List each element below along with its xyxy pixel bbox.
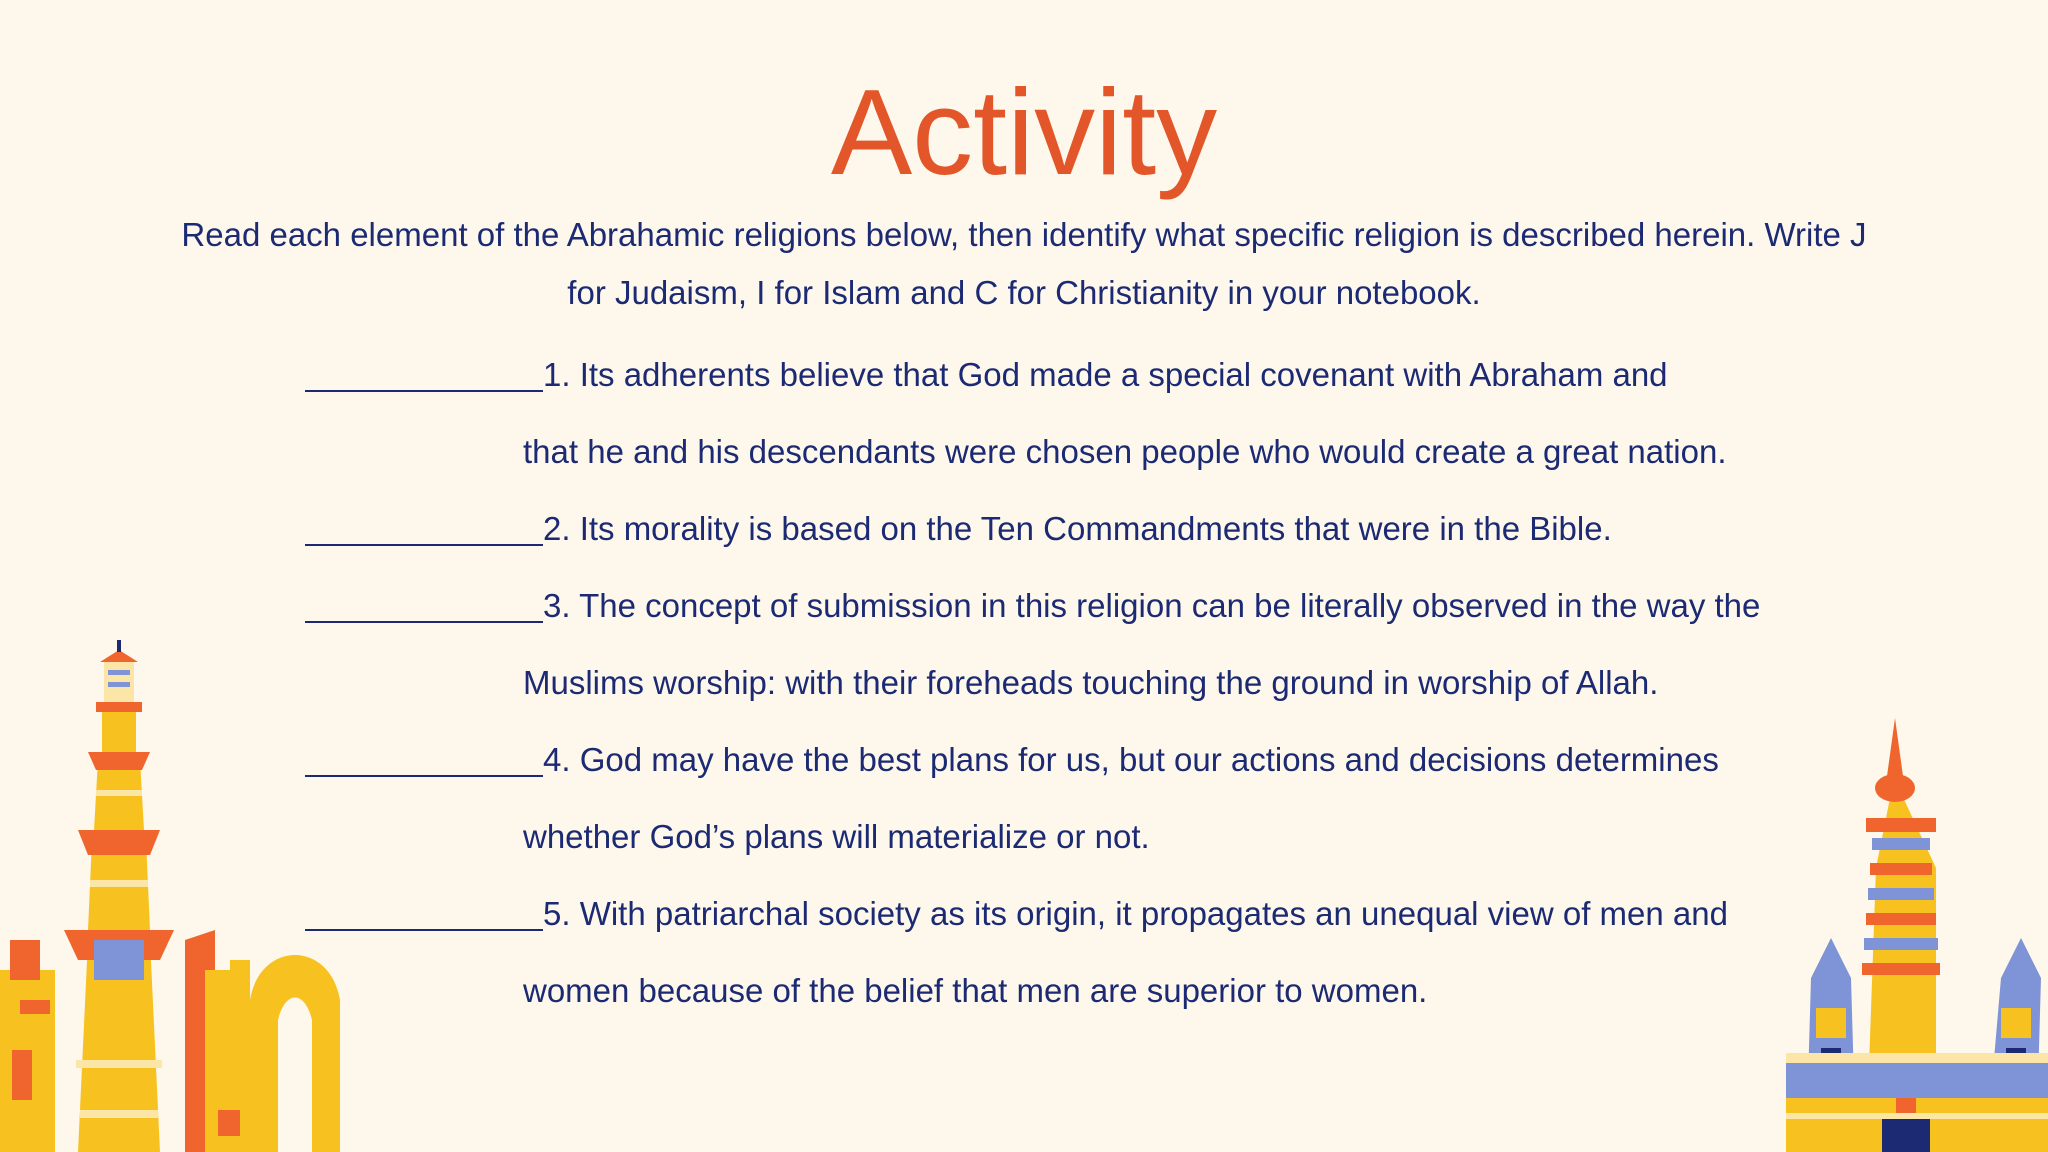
item-2-text-line-1: 2. Its morality is based on the Ten Commandments that were in the Bible.	[543, 510, 1612, 547]
item-4-text-line-1: 4. God may have the best plans for us, but our actions and decisions determines	[543, 741, 1719, 778]
activity-item-1	[305, 348, 1885, 502]
item-3-text-line-1: 3. The concept of submission in this religion can be literally observed in the way the	[543, 587, 1761, 624]
item-4-text-line-2: whether God’s plans will materialize or not.	[523, 818, 1150, 855]
answer-blank-1[interactable]	[305, 350, 543, 392]
item-3-text-line-2: Muslims worship: with their foreheads touching the ground in worship of Allah.	[523, 664, 1659, 701]
slide-title: Activity	[830, 64, 1218, 200]
activity-item-2	[305, 502, 1885, 579]
item-1-text-line-2: that he and his descendants were chosen people who would create a great nation.	[523, 433, 1727, 470]
minaret-illustration-icon	[0, 640, 350, 1152]
instructions	[110, 206, 1938, 322]
activity-item-5	[305, 887, 1885, 1041]
item-5-text-line-2: women because of the belief that men are superior to women.	[523, 972, 1428, 1009]
activity-items	[305, 348, 1885, 1041]
item-5-text-line-1: 5. With patriarchal society as its origin, it propagates an unequal view of men and	[543, 895, 1728, 932]
activity-item-4	[305, 733, 1885, 887]
temple-illustration-icon	[1786, 718, 2048, 1152]
instructions-line-1: Read each element of the Abrahamic religions below, then identify what specific religion is described herein. Write J	[181, 216, 1867, 253]
activity-item-3	[305, 579, 1885, 733]
answer-blank-3[interactable]	[305, 581, 543, 623]
item-1-text-line-1: 1. Its adherents believe that God made a special covenant with Abraham and	[543, 356, 1668, 393]
answer-blank-2[interactable]	[305, 504, 543, 546]
instructions-line-2: for Judaism, I for Islam and C for Christianity in your notebook.	[567, 274, 1481, 311]
